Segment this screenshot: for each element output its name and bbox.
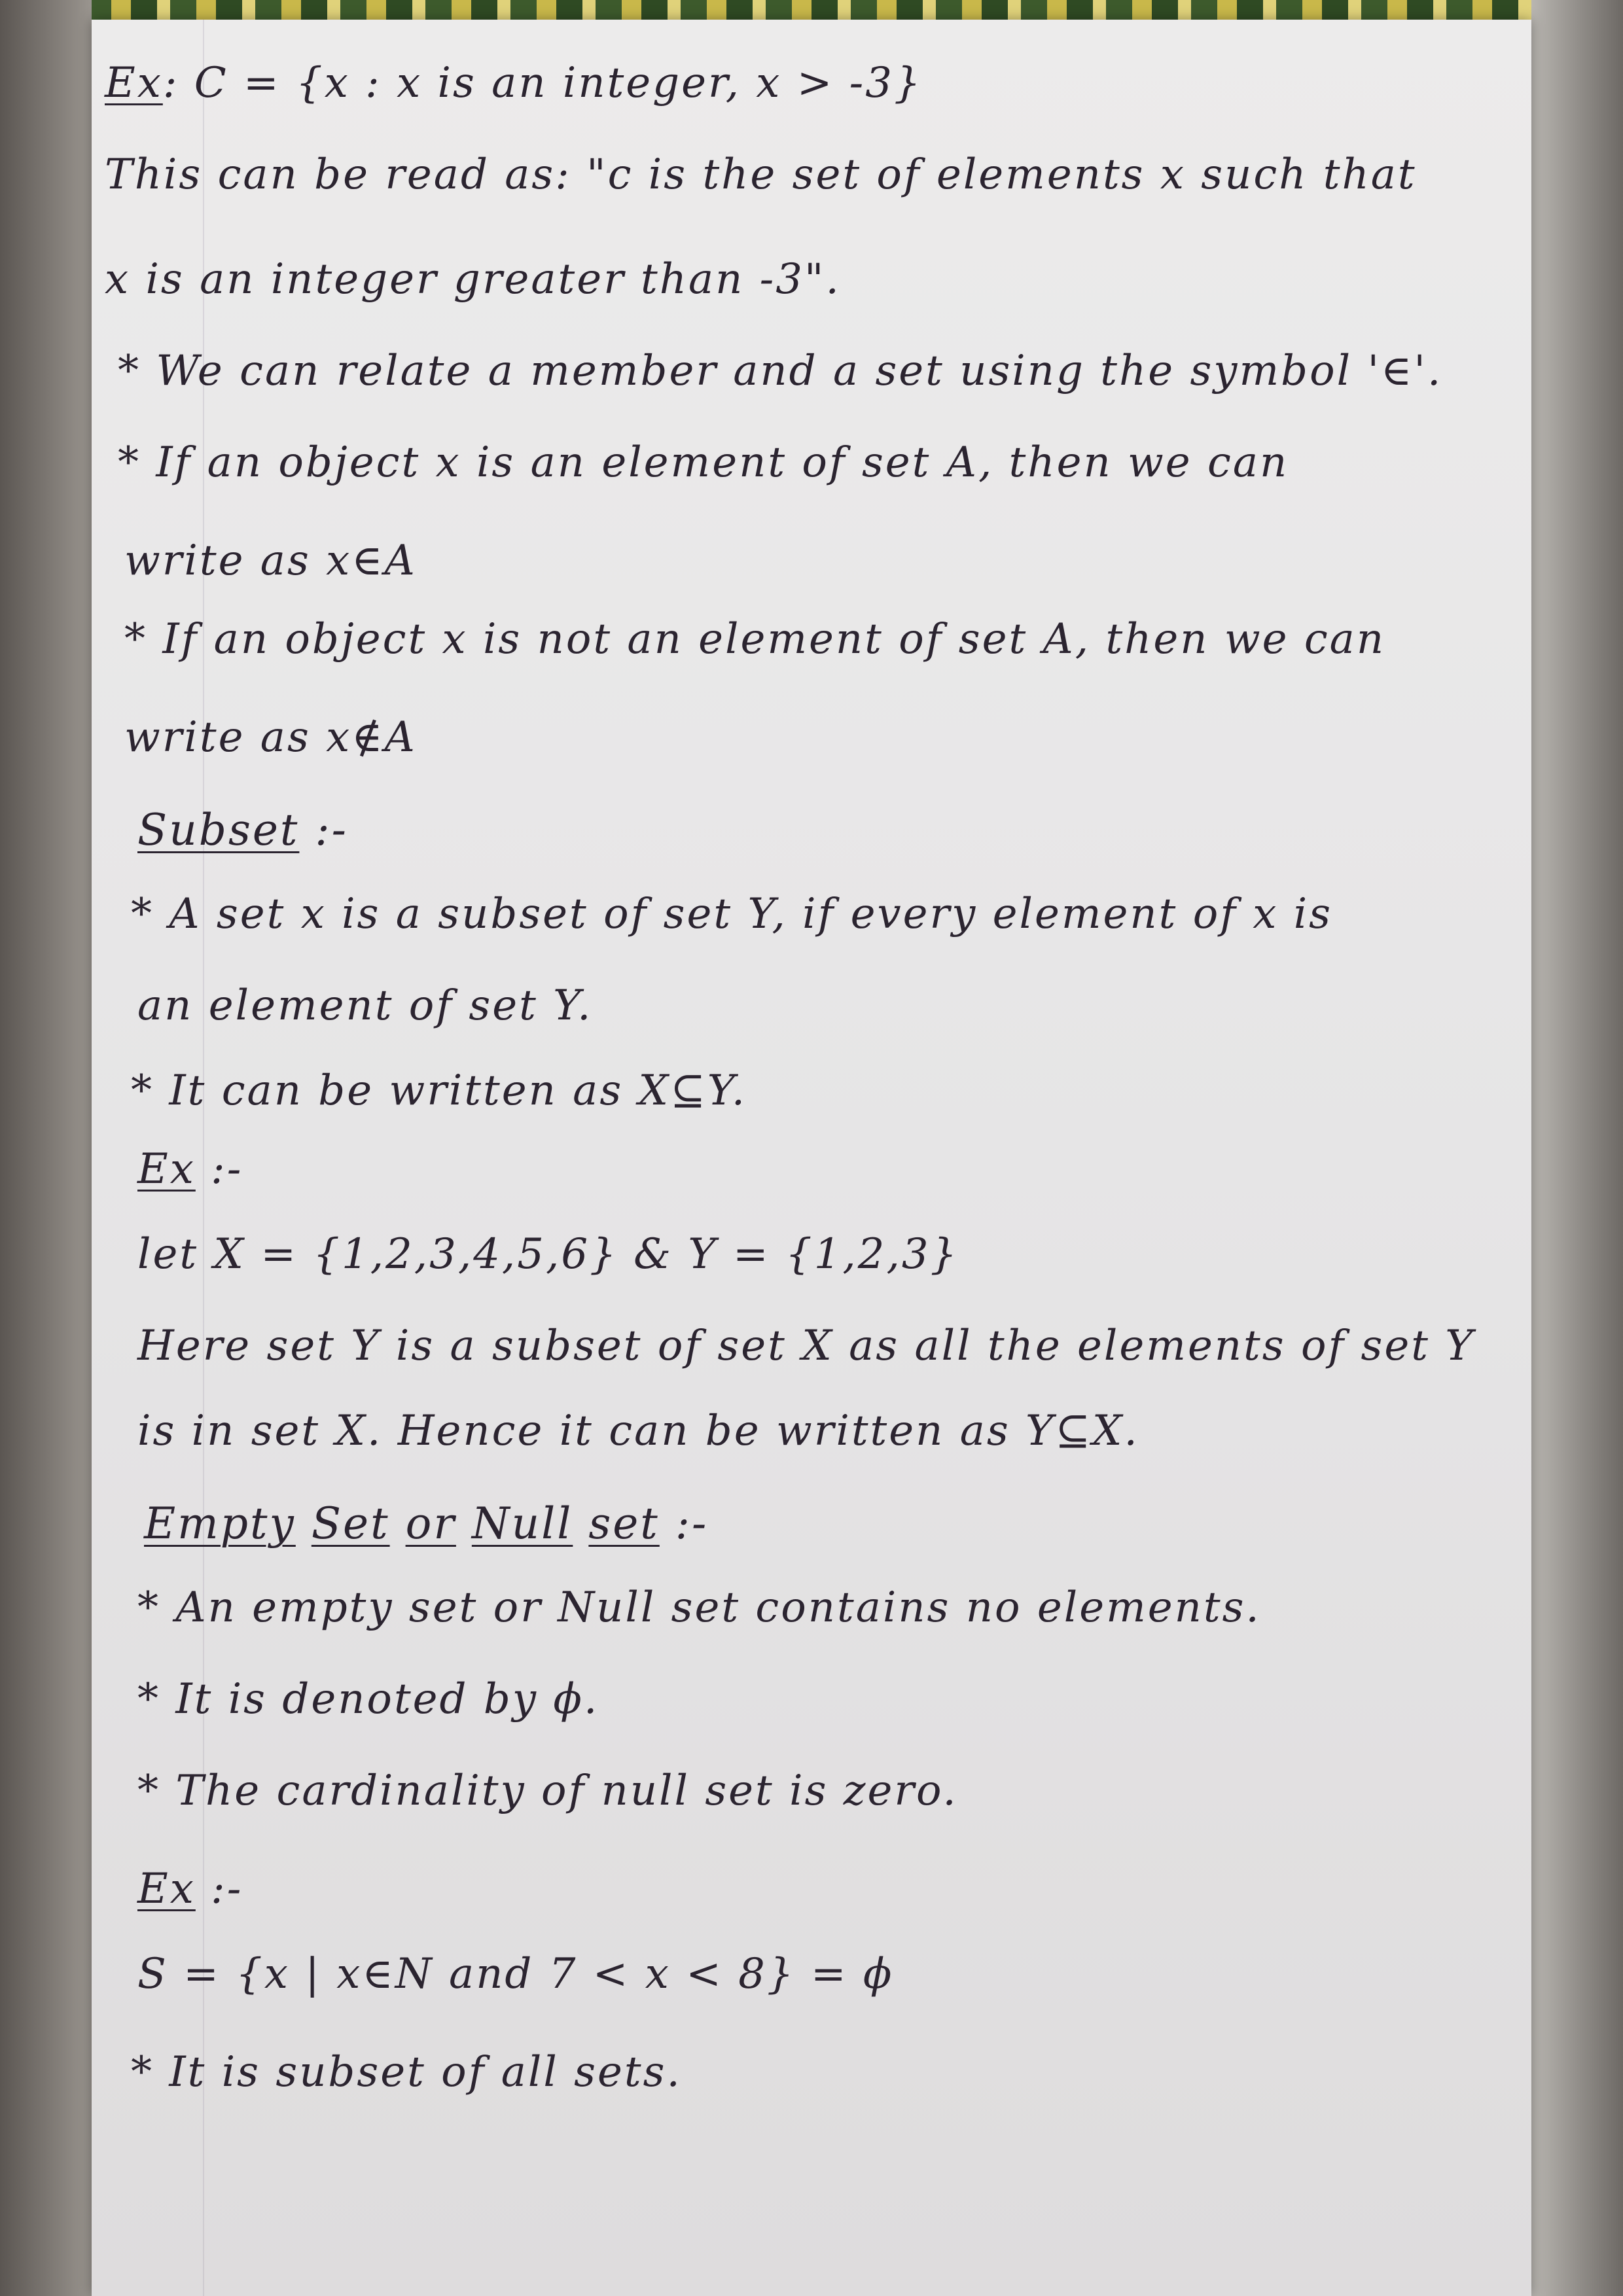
example-2-label-line: [137, 1145, 243, 1193]
line-empty-set-definition: * An empty set or Null set contains no elements.: [137, 1583, 1261, 1632]
subset-heading-suffix: :-: [299, 805, 348, 855]
line-subset-of-all: * It is subset of all sets.: [131, 2048, 682, 2096]
notebook-page: [92, 20, 1531, 2296]
line-relate-member: * We can relate a member and a set using the symbol '∈'.: [118, 347, 1443, 395]
line-hence-written: is in set X. Hence it can be written as Y⊆X.: [137, 1407, 1139, 1455]
line-integer-greater: x is an integer greater than -3".: [105, 255, 841, 304]
line-here-subset: Here set Y is a subset of set X as all the elements of set Y: [137, 1322, 1475, 1370]
heading-word-empty: Empty: [144, 1498, 296, 1549]
left-background: [0, 0, 92, 2296]
subset-heading: Subset: [137, 805, 300, 855]
heading-word-set: Set: [311, 1498, 390, 1549]
line-denoted-by: * It is denoted by ϕ.: [137, 1675, 599, 1723]
set-c-definition: : C = {x : x is an integer, x > -3}: [162, 59, 923, 107]
line-element-of-y: an element of set Y.: [137, 981, 593, 1030]
heading-word-or: or: [405, 1498, 456, 1549]
line-not-element-of: * If an object x is not an element of set A, then we can: [124, 615, 1386, 663]
line-subset-definition: * A set x is a subset of set Y, if every element of x is: [131, 890, 1332, 938]
line-element-of: * If an object x is an element of set A, then we can: [118, 438, 1289, 487]
ex-label-3: Ex: [137, 1865, 196, 1913]
right-background: [1531, 0, 1623, 2296]
ex-label-3-suffix: :-: [195, 1865, 243, 1913]
line-set-s: S = {x | x∈N and 7 < x < 8} = ϕ: [137, 1950, 894, 1998]
heading-word-null: Null: [471, 1498, 573, 1549]
line-example-set-c: [105, 59, 923, 107]
ex-label-2-suffix: :-: [195, 1145, 243, 1193]
line-cardinality: * The cardinality of null set is zero.: [137, 1767, 958, 1815]
line-let-x-y: let X = {1,2,3,4,5,6} & Y = {1,2,3}: [137, 1230, 959, 1279]
ex-label-2: Ex: [137, 1145, 196, 1193]
ex-label: Ex: [105, 59, 163, 107]
empty-set-heading-line: [144, 1498, 708, 1549]
heading-word-set-2: set: [588, 1498, 660, 1549]
example-3-label-line: [137, 1865, 243, 1913]
line-subset-notation: * It can be written as X⊆Y.: [131, 1067, 747, 1115]
subset-heading-line: [137, 805, 348, 855]
line-read-as: This can be read as: "c is the set of elements x such that: [105, 150, 1417, 199]
line-write-in: write as x∈A: [124, 537, 417, 585]
line-write-not-in: write as x∉A: [124, 713, 417, 762]
empty-heading-suffix: :-: [659, 1498, 709, 1549]
